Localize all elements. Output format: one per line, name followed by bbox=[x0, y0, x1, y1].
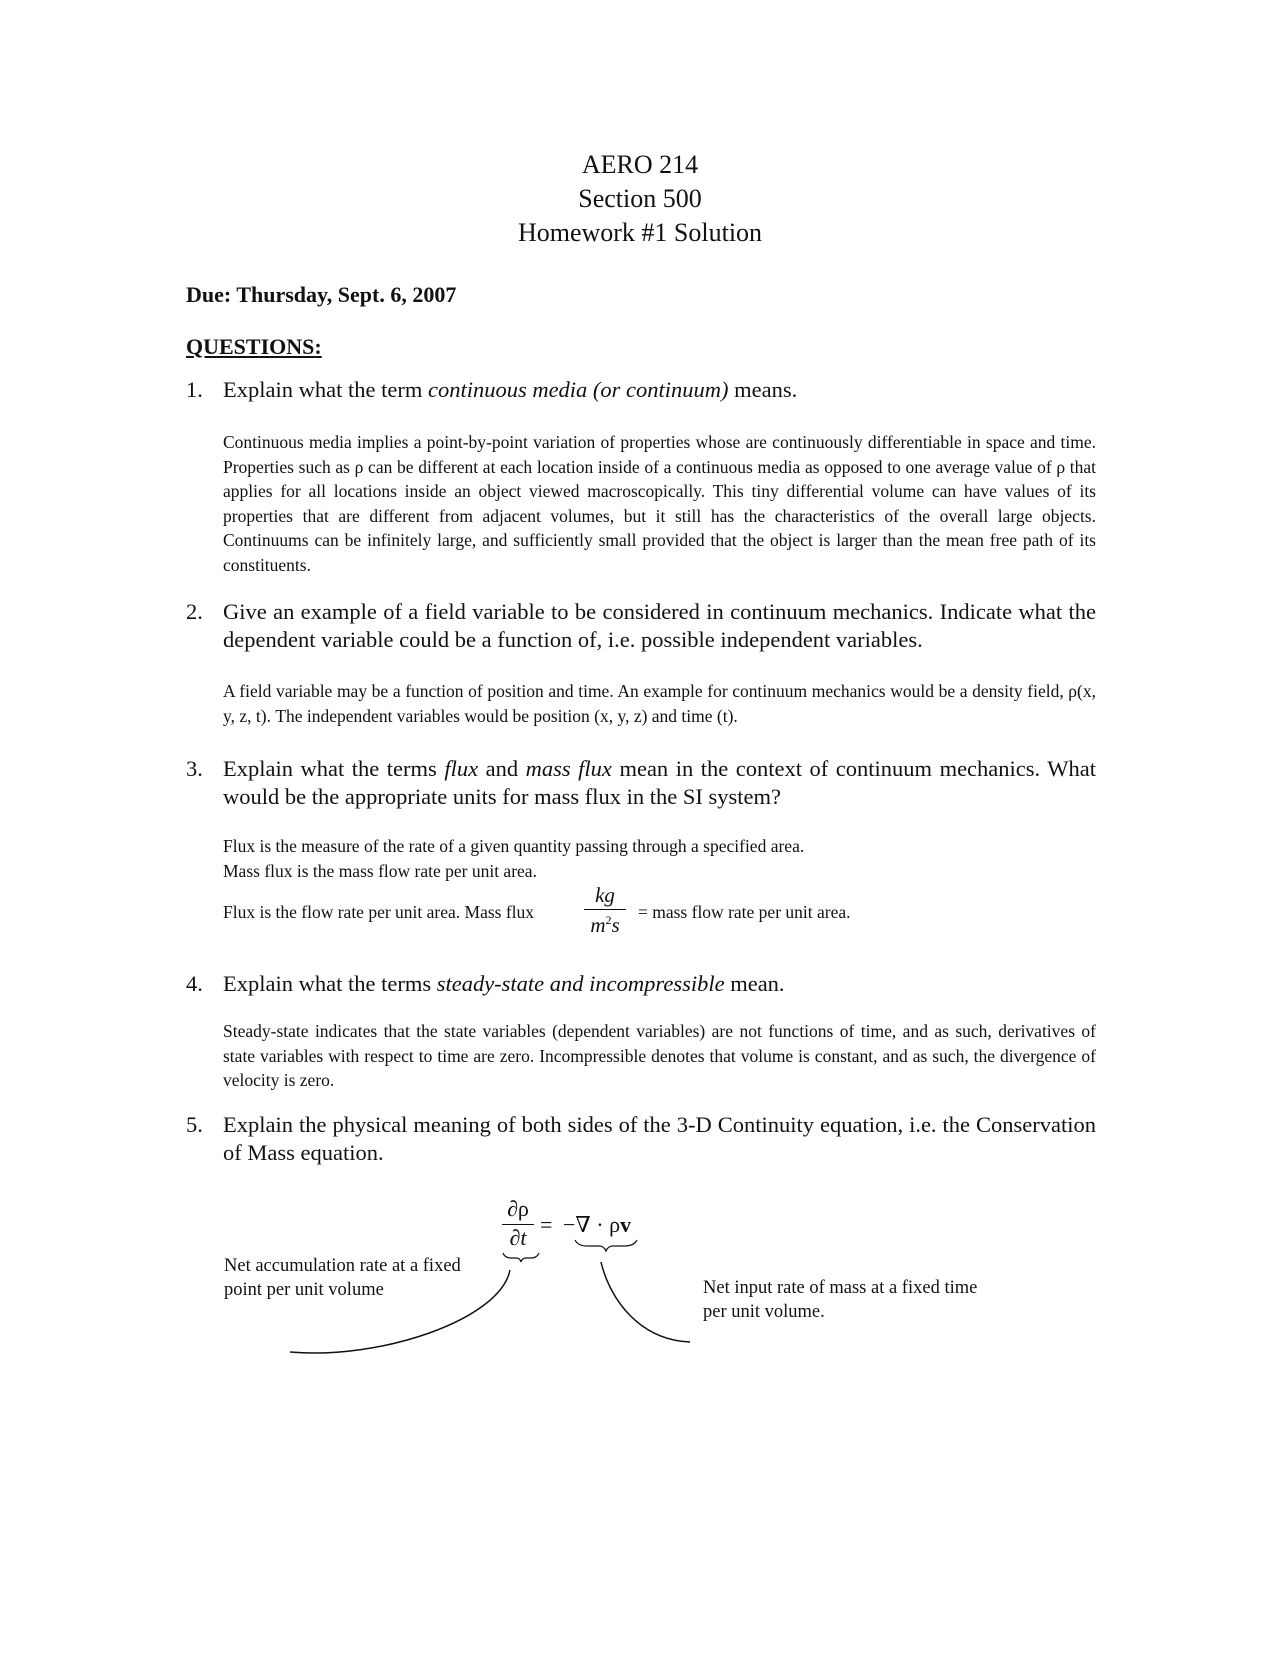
question-number: 2. bbox=[186, 599, 203, 624]
answer-3-line-1: Flux is the measure of the rate of a given quantity passing through a specified area. bbox=[223, 836, 805, 856]
answer-4: Steady-state indicates that the state variables (dependent variables) are not functions of time, and as such, derivatives of state variables with respect to time are zero. Incompressible denotes that volume is constant, and as such, the divergence of velocity is zero. bbox=[223, 1021, 1096, 1090]
eq-numerator: ∂ρ bbox=[507, 1196, 529, 1221]
question-1 bbox=[186, 376, 1096, 404]
due-date: Due: Thursday, Sept. 6, 2007 bbox=[186, 282, 457, 307]
question-5 bbox=[186, 1111, 1096, 1167]
right-arrow-curve bbox=[601, 1262, 690, 1342]
question-text: Explain what the terms steady-state and incompressible mean. bbox=[223, 971, 785, 996]
answer-3-line-2: Mass flux is the mass flow rate per unit area. bbox=[223, 860, 537, 881]
answer-3-line-3-post: = mass flow rate per unit area. bbox=[638, 902, 851, 922]
right-label: Net input rate of mass at a fixed time per unit volume. bbox=[703, 1278, 978, 1322]
answer-1: Continuous media implies a point-by-point variation of properties whose are continuously differentiable in space and time. Properties such as ρ can be different at each location inside of a continuous media as opposed to one average value of ρ that applies for all locations inside an object viewed macroscopically. This tiny differential volume can have values of its properties that are different from adjacent volumes, but it still has the characteristics of the overall large objects. Continuums can be infinitely large, and sufficiently small provided that the object is larger than the mean free path of its constituents. bbox=[223, 432, 1096, 575]
course-title: AERO 214 bbox=[581, 150, 699, 179]
question-2 bbox=[186, 598, 1096, 654]
question-text: Explain what the term continuous media (or continuum) means. bbox=[223, 377, 798, 402]
left-underbrace bbox=[503, 1253, 539, 1262]
question-number: 4. bbox=[186, 971, 203, 996]
title-block bbox=[0, 148, 1280, 250]
eq-rhs: −∇ · ρv bbox=[563, 1212, 632, 1237]
question-text: Explain the physical meaning of both sides of the 3-D Continuity equation, i.e. the Conservation of Mass equation. bbox=[223, 1112, 1096, 1165]
question-text: Give an example of a field variable to be considered in continuum mechanics. Indicate what the dependent variable could be a function of, i.e. possible independent variables. bbox=[223, 599, 1096, 652]
left-label: Net accumulation rate at a fixed point per unit volume bbox=[224, 1256, 461, 1300]
eq-equals: = bbox=[540, 1212, 553, 1237]
assignment-title: Homework #1 Solution bbox=[517, 218, 763, 247]
section-title: Section 500 bbox=[578, 184, 702, 213]
question-number: 1. bbox=[186, 377, 203, 402]
mass-flux-fraction bbox=[582, 884, 628, 935]
right-underbrace bbox=[575, 1240, 637, 1251]
fraction-denominator: $m^2s$ bbox=[590, 913, 620, 937]
answer-3 bbox=[223, 834, 1096, 883]
question-number: 3. bbox=[186, 756, 203, 781]
question-text: Explain what the terms flux and mass flux mean in the context of continuum mechanics. What would be the appropriate units for mass flux in the SI system? bbox=[223, 756, 1096, 809]
question-3 bbox=[186, 755, 1096, 811]
continuity-equation bbox=[498, 1196, 538, 1251]
question-number: 5. bbox=[186, 1112, 203, 1137]
eq-denominator: ∂t bbox=[509, 1225, 527, 1250]
questions-heading: QUESTIONS: bbox=[186, 334, 322, 359]
fraction-numerator: kg bbox=[595, 883, 615, 907]
answer-3-line-3-pre: Flux is the flow rate per unit area. Mass flux bbox=[223, 902, 535, 922]
answer-2: A field variable may be a function of position and time. An example for continuum mechanics would be a density field, ρ(x, y, z, t). The independent variables would be position (x, y, z) and time (t). bbox=[223, 681, 1096, 726]
question-4 bbox=[186, 970, 1096, 998]
